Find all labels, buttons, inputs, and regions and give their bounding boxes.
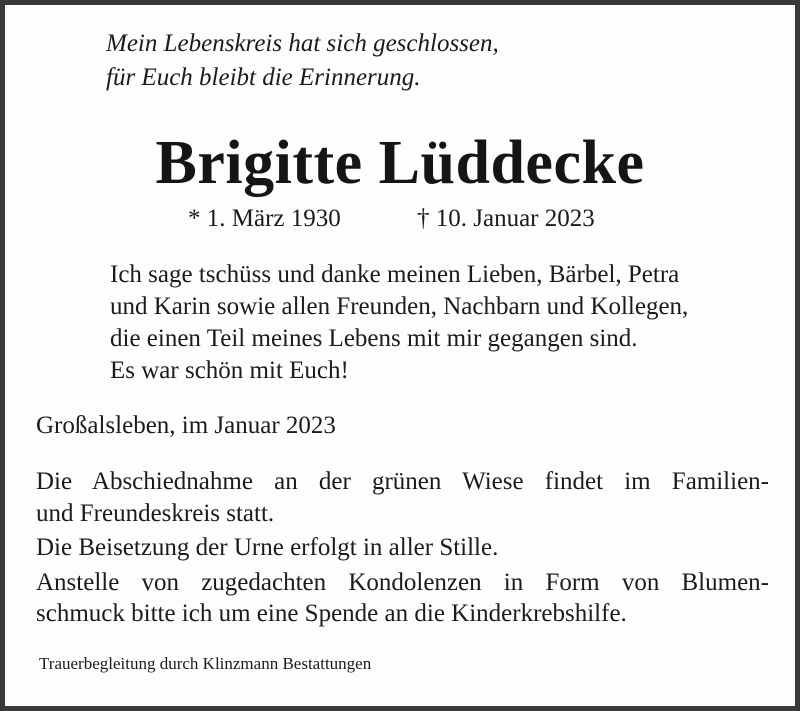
thanks-line-3: die einen Teil meines Lebens mit mir gegangen sind. [110,325,638,352]
undertaker-note: Trauerbegleitung durch Klinzmann Bestattungen [39,654,372,673]
info-line-1: Die Abschiednahme an der grünen Wiese findet im Familien- [36,468,769,495]
thanks-line-4: Es war schön mit Euch! [110,357,349,384]
motto-line-1: Mein Lebenskreis hat sich geschlossen, [106,30,499,57]
info-line-5: schmuck bitte ich um eine Spende an die Kinderkrebshilfe. [36,600,627,627]
death-date: † 10. Januar 2023 [417,205,595,232]
info-line-3: Die Beisetzung der Urne erfolgt in aller Stille. [36,534,499,561]
thanks-line-2: und Karin sowie allen Freunden, Nachbarn und Kollegen, [110,293,689,320]
info-line-4: Anstelle von zugedachten Kondolenzen in Form von Blumen- [36,569,769,596]
thanks-line-1: Ich sage tschüss und danke meinen Lieben, Bärbel, Petra [110,261,680,288]
motto-line-2: für Euch bleibt die Erinnerung. [106,64,421,91]
deceased-name: Brigitte Lüddecke [155,129,645,197]
place-and-date: Großalsleben, im Januar 2023 [36,412,336,439]
birth-date: * 1. März 1930 [188,205,341,232]
info-line-2: und Freundeskreis statt. [36,500,275,527]
